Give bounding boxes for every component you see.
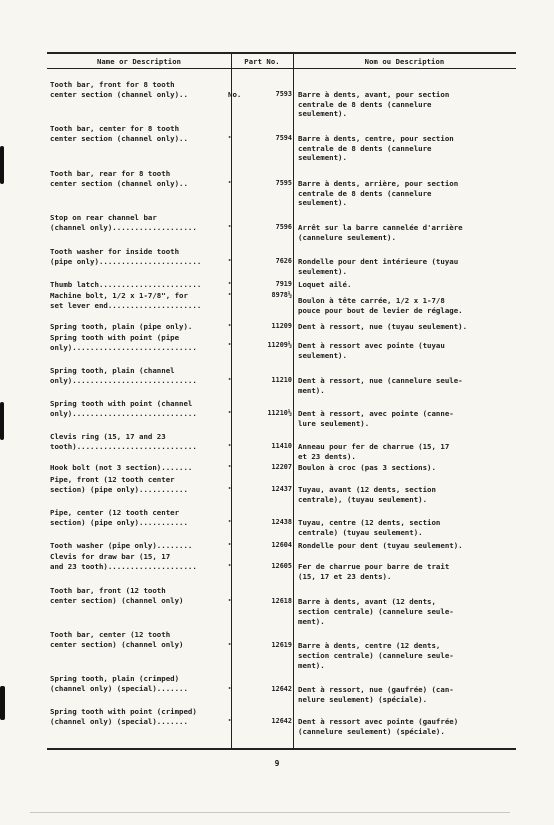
part-number: 12642 (271, 717, 292, 725)
description-fr: Dent à ressort avec pointe (gaufrée) (cannelure seulement) (spéciale). (298, 717, 459, 736)
ditto-mark: " (228, 441, 233, 451)
description-fr: Dent à ressort avec pointe (tuyau seulement). (298, 341, 445, 360)
description-en: Tooth bar, rear for 8 tooth center section (channel only).. (50, 169, 188, 188)
description-en: Thumb latch....................... (50, 280, 202, 289)
ditto-mark: " (228, 133, 233, 143)
description-en: Tooth bar, center for 8 tooth center section (channel only).. (50, 124, 188, 143)
description-en: Spring tooth with point (crimped) (channel only) (special)....... (50, 707, 197, 726)
part-number: 11209 (271, 322, 292, 330)
ditto-mark: " (228, 685, 233, 694)
part-number: 7919 (275, 280, 292, 288)
description-fr: Barre à dents, centre, pour section centrale de 8 dents (cannelure seulement). (298, 133, 454, 163)
part-number: 12438 (271, 517, 292, 526)
part-number: 11410 (271, 441, 292, 450)
part-number: 12604 (271, 541, 292, 549)
description-en: Spring tooth, plain (channel only)............................ (50, 366, 197, 385)
part-number: 11210½ (267, 408, 292, 417)
description-en: Spring tooth, plain (pipe only). (50, 322, 193, 331)
description-fr: Boulon à tête carrée, 1/2 x 1-7/8 pouce pour bout de levier de réglage. (298, 296, 463, 315)
description-fr: Tuyau, centre (12 dents, section centrale) (tuyau seulement). (298, 517, 441, 537)
description-en: Tooth washer for inside tooth (pipe only)....................... (50, 247, 202, 266)
part-number: 12642 (271, 685, 292, 693)
description-en: Spring tooth with point (pipe only)............................ (50, 333, 197, 352)
ditto-mark: " (228, 463, 233, 472)
ditto-mark: " (228, 178, 233, 188)
binding-hole-mark (0, 402, 4, 440)
ditto-mark: " (228, 291, 233, 300)
column-header-nom: Nom ou Description (364, 57, 445, 66)
ditto-mark: " (228, 256, 233, 266)
page-number: 9 (274, 759, 280, 768)
ditto-mark: " (228, 541, 233, 550)
part-number: 7595 (275, 178, 292, 187)
description-fr: Rondelle pour dent (tuyau seulement). (298, 541, 463, 550)
ditto-mark: " (228, 341, 233, 350)
part-number: 8978½ (271, 291, 292, 299)
part-number: 12605 (271, 562, 292, 570)
description-fr: Dent à ressort, nue (gaufrée) (can- nelure seulement) (spéciale). (298, 685, 454, 704)
part-number: 12207 (271, 463, 292, 471)
table-top-rule (47, 52, 516, 54)
number-mark: No. (228, 89, 242, 99)
description-fr: Arrêt sur la barre cannelée d'arrière (cannelure seulement). (298, 222, 463, 242)
description-en: Hook bolt (not 3 section)....... (50, 463, 193, 472)
description-en: Clevis for draw bar (15, 17 and 23 tooth).................... (50, 552, 197, 571)
description-fr: Dent à ressort, avec pointe (canne- lure seulement). (298, 408, 454, 428)
description-en: Tooth bar, center (12 tooth center section) (channel only) (50, 630, 184, 649)
column-header-part-no: Part No. (244, 57, 280, 66)
ditto-mark: " (228, 408, 233, 418)
ditto-mark: " (228, 597, 233, 606)
ditto-mark: " (228, 280, 233, 289)
description-fr: Loquet ailé. (298, 280, 352, 289)
description-en: Tooth bar, front (12 tooth center section) (channel only) (50, 586, 184, 605)
description-fr: Barre à dents, centre (12 dents, section centrale) (cannelure seule- ment). (298, 641, 454, 670)
description-fr: Tuyau, avant (12 dents, section centrale), (tuyau seulement). (298, 485, 436, 504)
ditto-mark: " (228, 485, 233, 494)
binding-hole-mark (0, 686, 5, 720)
ditto-mark: " (228, 562, 233, 571)
part-number: 7593 (275, 89, 292, 98)
part-number: 7594 (275, 133, 292, 142)
description-fr: Barre à dents, avant, pour section centrale de 8 dents (cannelure seulement). (298, 89, 450, 119)
part-number: 7596 (275, 222, 292, 231)
ditto-mark: " (228, 641, 233, 650)
description-fr: Boulon à croc (pas 3 sections). (298, 463, 436, 472)
description-en: Spring tooth, plain (crimped) (channel only) (special)....... (50, 674, 188, 693)
column-header-name: Name or Description (96, 57, 182, 66)
ditto-mark: " (228, 517, 233, 527)
ditto-mark: " (228, 322, 233, 331)
part-number: 11209½ (267, 341, 292, 349)
part-number: 11210 (271, 375, 292, 384)
description-fr: Dent à ressort, nue (tuyau seulement). (298, 322, 468, 331)
description-en: Pipe, front (12 tooth center section) (pipe only)........... (50, 475, 188, 494)
description-en: Tooth bar, front for 8 tooth center section (channel only).. (50, 80, 188, 99)
binding-hole-mark (0, 146, 4, 184)
description-en: Clevis ring (15, 17 and 23 tooth)........................... (50, 432, 197, 451)
column-divider-2 (293, 52, 294, 749)
description-fr: Fer de charrue pour barre de trait (15, 17 et 23 dents). (298, 562, 450, 581)
description-fr: Barre à dents, arrière, pour section centrale de 8 dents (cannelure seulement). (298, 178, 459, 208)
ditto-mark: " (228, 717, 233, 726)
header-bottom-rule (47, 68, 516, 69)
part-number: 12437 (271, 485, 292, 493)
ditto-mark: " (228, 375, 233, 385)
part-number: 12619 (271, 641, 292, 649)
part-number: 7626 (275, 256, 292, 265)
description-fr: Anneau pour fer de charrue (15, 17 et 23 dents). (298, 441, 450, 461)
description-en: Stop on rear channel bar (channel only)................... (50, 213, 197, 232)
description-en: Pipe, center (12 tooth center section) (pipe only)........... (50, 508, 188, 527)
part-number: 12618 (271, 597, 292, 605)
description-en: Machine bolt, 1/2 x 1-7/8", for set lever end..................... (50, 291, 202, 310)
description-en: Tooth washer (pipe only)........ (50, 541, 193, 550)
description-en: Spring tooth with point (channel only)............................ (50, 399, 197, 418)
description-fr: Barre à dents, avant (12 dents, section centrale) (cannelure seule- ment). (298, 597, 454, 626)
table-bottom-rule (47, 748, 516, 750)
scan-artifact-line (30, 812, 510, 813)
description-fr: Rondelle pour dent intérieure (tuyau seulement). (298, 256, 459, 276)
description-fr: Dent à ressort, nue (cannelure seule- ment). (298, 375, 463, 395)
ditto-mark: " (228, 222, 233, 232)
